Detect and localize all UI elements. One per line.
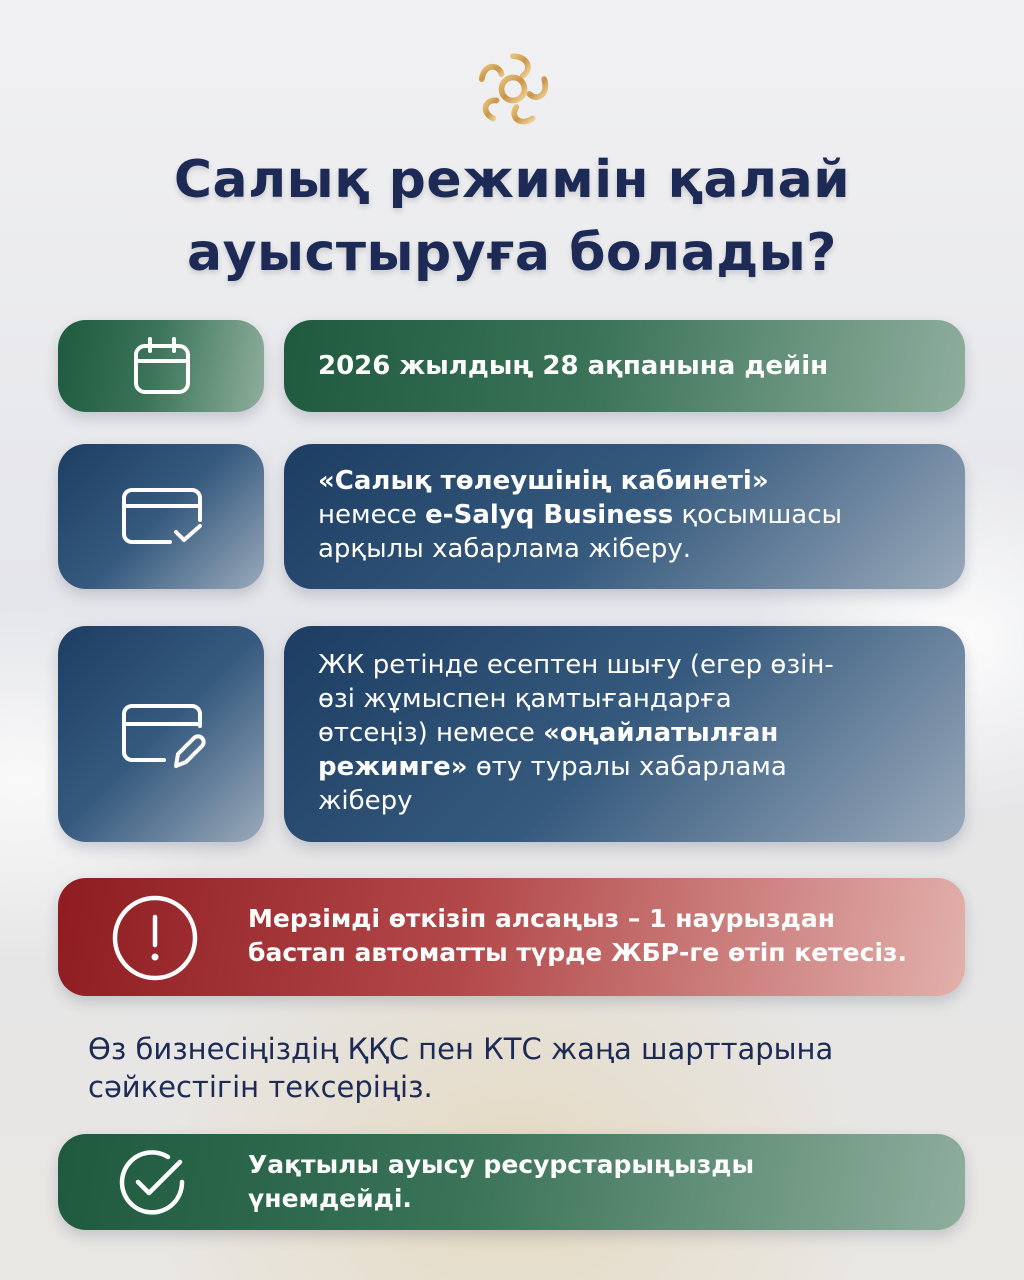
cabinet-app-word: қосымшасы [681, 500, 843, 530]
cabinet-send-text: арқылы хабарлама жіберу. [318, 534, 692, 564]
note-line-2: сәйкестігін тексеріңіз. [88, 1070, 433, 1104]
cabinet-or: немесе [318, 500, 417, 530]
savings-box [58, 1134, 965, 1230]
warning-text [248, 902, 958, 970]
deregister-line-1: ЖК ретінде есептен шығу (егер өзін- [318, 650, 834, 680]
deregister-icon-box [58, 626, 264, 842]
deadline-box [284, 320, 965, 412]
cabinet-name: «Салық төлеушінің кабинеті» [318, 466, 769, 496]
deadline-text: 2026 жылдың 28 ақпанына дейін [318, 351, 829, 381]
deregister-line-2: өзі жұмыспен қамтығандарға [318, 684, 732, 714]
page-title-line-2: ауыстыруға болады? [187, 223, 837, 283]
calendar-icon [132, 336, 192, 396]
card-edit-icon [120, 702, 206, 772]
deregister-line-3: өтсеңіз) немесе [318, 718, 535, 748]
deregister-line-4: өту туралы хабарлама [475, 752, 787, 782]
deadline-icon-box [58, 320, 264, 412]
page-title-line-1: Салық режимін қалай [173, 150, 851, 210]
exclamation-circle-icon [110, 893, 200, 983]
app-name: e-Salyq Business [425, 500, 674, 530]
simplified-regime-label: «оңайлатылған [543, 718, 779, 748]
check-circle-icon [116, 1146, 188, 1218]
warning-line-1: Мерзімді өткізіп алсаңыз – 1 наурыздан [248, 904, 835, 933]
compliance-note [88, 1030, 968, 1106]
simplified-regime-label-2: режимге» [318, 752, 468, 782]
cabinet-text [318, 464, 948, 566]
savings-text [248, 1148, 948, 1216]
deregister-line-5: жіберу [318, 786, 413, 816]
savings-line-2: үнемдейді. [248, 1184, 412, 1213]
deregister-text [318, 648, 958, 818]
warning-line-2: бастап автоматты түрде ЖБР-ге өтіп кетесіз. [248, 938, 908, 967]
note-line-1: Өз бизнесіңіздің ҚҚС пен КТС жаңа шарттарына [88, 1032, 834, 1066]
deregister-box [284, 626, 965, 842]
cabinet-box [284, 444, 965, 589]
cabinet-icon-box [58, 444, 264, 589]
card-check-icon [120, 486, 204, 548]
warning-box [58, 878, 965, 996]
savings-line-1: Уақтылы ауысу ресурстарыңызды [248, 1150, 755, 1179]
golden-ornament-logo [472, 48, 554, 130]
